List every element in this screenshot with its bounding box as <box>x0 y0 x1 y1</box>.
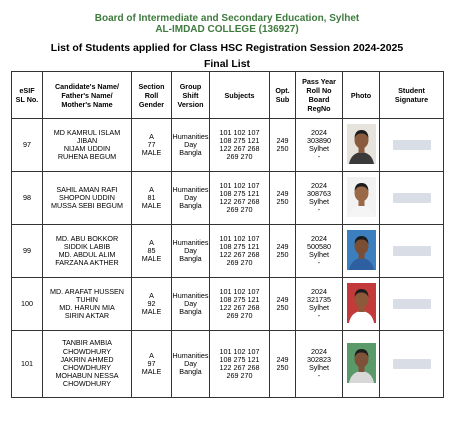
cell-line: SIDDIK LABIB <box>63 241 111 251</box>
cell-line: 249 <box>276 188 289 198</box>
cell-line: 308763 <box>307 188 331 198</box>
college-name: AL-IMDAD COLLEGE (136927) <box>155 24 299 35</box>
section-cell <box>132 225 172 278</box>
cell-line: Opt. <box>275 86 290 95</box>
list-subtitle: Final List <box>203 58 251 70</box>
cell-line: Board <box>308 95 330 104</box>
cell-line: Shift <box>182 90 199 100</box>
cell-line: Sub <box>275 95 290 104</box>
header-pass <box>296 72 343 119</box>
student-photo <box>347 177 376 217</box>
subjects-cell <box>210 172 270 225</box>
cell-line: Sylhet <box>309 250 329 259</box>
cell-line: 269 270 <box>226 371 253 381</box>
cell-line: 97 <box>147 358 156 368</box>
cell-line: A <box>149 237 154 247</box>
sl-number-cell: 99 <box>12 225 43 278</box>
cell-line: Section <box>138 81 165 91</box>
cell-line: 77 <box>147 139 156 149</box>
header-section <box>132 72 172 119</box>
cell-line: Bangla <box>179 254 202 264</box>
cell-line: 249 <box>276 241 289 251</box>
table-row <box>12 119 444 172</box>
opt-sub-cell <box>270 225 296 278</box>
photo-cell <box>343 331 380 398</box>
cell-line: - <box>317 258 321 268</box>
cell-line: Subjects <box>224 90 255 100</box>
cell-line: Roll No <box>306 86 332 95</box>
pass-year-cell <box>296 119 343 172</box>
cell-line: MALE <box>141 148 162 158</box>
cell-line: 250 <box>276 303 289 312</box>
cell-line: Photo <box>350 90 372 100</box>
cell-line: 101 102 107 <box>219 233 260 243</box>
cell-line: RUHENA BEGUM <box>57 152 117 162</box>
sl-number-cell: 98 <box>12 172 43 225</box>
cell-line: - <box>317 371 321 381</box>
cell-line: Humanities <box>172 131 209 141</box>
cell-line: NIJAM UDDIN <box>63 144 111 153</box>
header-signature <box>380 72 444 119</box>
cell-line: MALE <box>141 307 162 317</box>
header-subjects <box>210 72 270 119</box>
cell-line: 321735 <box>307 294 331 304</box>
cell-line: 81 <box>147 192 156 202</box>
cell-line: 250 <box>276 197 289 206</box>
names-cell <box>43 172 132 225</box>
cell-line: 108 275 121 <box>219 354 260 364</box>
cell-line: 250 <box>276 144 289 153</box>
cell-line: 2024 <box>311 346 327 356</box>
section-cell <box>132 172 172 225</box>
cell-line: A <box>149 350 154 360</box>
cell-line: A <box>149 290 154 300</box>
subjects-cell <box>210 331 270 398</box>
cell-line: Bangla <box>179 307 202 317</box>
list-title: List of Students applied for Class HSC Registration Session 2024-2025 <box>50 42 404 54</box>
cell-line: Day <box>184 298 197 308</box>
names-cell <box>43 225 132 278</box>
cell-line: Student <box>398 86 425 95</box>
opt-sub-cell <box>270 331 296 398</box>
signature-cell <box>380 119 444 172</box>
cell-line: 101 102 107 <box>219 127 260 137</box>
cell-line: - <box>317 205 321 215</box>
group-cell <box>172 172 210 225</box>
cell-line: SL No. <box>15 95 39 104</box>
group-cell <box>172 331 210 398</box>
cell-line: 2024 <box>311 127 327 137</box>
cell-line: JIBAN <box>76 135 98 145</box>
cell-line: Candidate's Name/ <box>54 81 120 91</box>
names-cell <box>43 331 132 398</box>
cell-line: Version <box>177 99 204 109</box>
cell-line: 101 102 107 <box>219 346 260 356</box>
cell-line: MD. ABU BOKKOR <box>55 233 119 243</box>
header-esif <box>12 72 43 119</box>
cell-line: RegNo <box>307 104 331 113</box>
student-photo <box>347 343 376 383</box>
signature-cell <box>380 331 444 398</box>
cell-line: A <box>149 131 154 141</box>
cell-line: 122 267 268 <box>219 250 260 259</box>
cell-line: 108 275 121 <box>219 294 260 304</box>
cell-line: 122 267 268 <box>219 303 260 312</box>
cell-line: 250 <box>276 363 289 372</box>
cell-line: 500580 <box>307 241 331 251</box>
group-cell <box>172 119 210 172</box>
cell-line: 269 270 <box>226 258 253 268</box>
cell-line: 122 267 268 <box>219 197 260 206</box>
cell-line: Gender <box>138 99 165 109</box>
names-cell <box>43 278 132 331</box>
cell-line: Roll <box>144 90 159 100</box>
cell-line: Day <box>184 245 197 255</box>
sl-number-cell: 101 <box>12 331 43 398</box>
cell-line: 2024 <box>311 233 327 243</box>
photo-cell <box>343 278 380 331</box>
cell-line: MALE <box>141 201 162 211</box>
cell-line: MALE <box>141 367 162 377</box>
table-row <box>12 331 444 398</box>
pass-year-cell <box>296 278 343 331</box>
cell-line: JAKRIN AHMED <box>60 354 114 364</box>
cell-line: 269 270 <box>226 205 253 215</box>
cell-line: Bangla <box>179 367 202 377</box>
header-group <box>172 72 210 119</box>
cell-line: A <box>149 184 154 194</box>
student-photo <box>347 230 376 270</box>
cell-line: MD KAMRUL ISLAM <box>53 127 121 137</box>
cell-line: 122 267 268 <box>219 363 260 372</box>
cell-line: Bangla <box>179 148 202 158</box>
cell-line: 269 270 <box>226 311 253 321</box>
cell-line: Group <box>179 81 202 91</box>
student-signature <box>393 193 431 203</box>
cell-line: Pass Year <box>302 77 336 86</box>
cell-line: 269 270 <box>226 152 253 162</box>
board-name: Board of Intermediate and Secondary Education, Sylhet <box>94 13 360 24</box>
sl-number-cell: 100 <box>12 278 43 331</box>
cell-line: MD. ABDUL ALIM <box>58 250 116 259</box>
student-photo <box>347 283 376 323</box>
header-opt <box>270 72 296 119</box>
cell-line: 108 275 121 <box>219 135 260 145</box>
pass-year-cell <box>296 225 343 278</box>
table-row <box>12 278 444 331</box>
cell-line: 302823 <box>307 354 331 364</box>
signature-cell <box>380 278 444 331</box>
cell-line: Humanities <box>172 290 209 300</box>
pass-year-cell <box>296 331 343 398</box>
cell-line: 101 102 107 <box>219 286 260 296</box>
cell-line: CHOWDHURY <box>62 379 112 389</box>
subjects-cell <box>210 278 270 331</box>
cell-line: 92 <box>147 298 156 308</box>
cell-line: MOHABUN NESSA <box>55 371 119 381</box>
group-cell <box>172 225 210 278</box>
opt-sub-cell <box>270 278 296 331</box>
cell-line: FARZANA AKTHER <box>55 258 119 268</box>
cell-line: Signature <box>394 95 429 104</box>
cell-line: 108 275 121 <box>219 188 260 198</box>
cell-line: CHOWDHURY <box>62 363 112 372</box>
cell-line: Day <box>184 139 197 149</box>
cell-line: 101 102 107 <box>219 180 260 190</box>
student-signature <box>393 246 431 256</box>
cell-line: Humanities <box>172 350 209 360</box>
names-cell <box>43 119 132 172</box>
cell-line: Sylhet <box>309 144 329 153</box>
cell-line: SAHIL AMAN RAFI <box>56 184 118 194</box>
cell-line: Day <box>184 192 197 202</box>
section-cell <box>132 278 172 331</box>
cell-line: SIRIN AKTAR <box>64 311 110 321</box>
cell-line: - <box>317 311 321 321</box>
students-table <box>11 71 444 398</box>
cell-line: Bangla <box>179 201 202 211</box>
cell-line: MUSSA SEBI BEGUM <box>51 201 123 211</box>
cell-line: SHOPON UDDIN <box>59 192 115 202</box>
cell-line: Day <box>184 358 197 368</box>
sl-number-cell: 97 <box>12 119 43 172</box>
opt-sub-cell <box>270 119 296 172</box>
cell-line: - <box>317 152 321 162</box>
cell-line: Father's Name/ <box>61 90 113 100</box>
cell-line: eSIF <box>19 86 35 95</box>
section-cell <box>132 331 172 398</box>
photo-cell <box>343 119 380 172</box>
cell-line: 108 275 121 <box>219 241 260 251</box>
table-row <box>12 172 444 225</box>
pass-year-cell <box>296 172 343 225</box>
table-row <box>12 225 444 278</box>
header-photo <box>343 72 380 119</box>
cell-line: Mother's Name <box>61 99 113 109</box>
cell-line: CHOWDHURY <box>62 346 112 356</box>
subjects-cell <box>210 119 270 172</box>
cell-line: MD. HARUN MIA <box>59 303 115 312</box>
cell-line: TUHIN <box>76 294 98 304</box>
cell-line: 2024 <box>311 286 327 296</box>
group-cell <box>172 278 210 331</box>
cell-line: Humanities <box>172 184 209 194</box>
photo-cell <box>343 225 380 278</box>
table-header-row <box>12 72 444 119</box>
cell-line: 249 <box>276 354 289 364</box>
student-photo <box>347 124 376 164</box>
cell-line: MALE <box>141 254 162 264</box>
cell-line: MD. ARAFAT HUSSEN <box>49 286 125 296</box>
cell-line: Sylhet <box>309 303 329 312</box>
cell-line: 249 <box>276 294 289 304</box>
cell-line: 85 <box>147 245 156 255</box>
cell-line: Sylhet <box>309 197 329 206</box>
cell-line: 2024 <box>311 180 327 190</box>
cell-line: Sylhet <box>309 363 329 372</box>
cell-line: 122 267 268 <box>219 144 260 153</box>
section-cell <box>132 119 172 172</box>
cell-line: Humanities <box>172 237 209 247</box>
signature-cell <box>380 172 444 225</box>
signature-cell <box>380 225 444 278</box>
cell-line: 249 <box>276 135 289 145</box>
subjects-cell <box>210 225 270 278</box>
cell-line: 250 <box>276 250 289 259</box>
header-names <box>43 72 132 119</box>
cell-line: 303890 <box>307 135 331 145</box>
cell-line: TANBIR AMBIA <box>62 338 112 348</box>
photo-cell <box>343 172 380 225</box>
student-signature <box>393 140 431 150</box>
student-signature <box>393 359 431 369</box>
opt-sub-cell <box>270 172 296 225</box>
student-signature <box>393 299 431 309</box>
